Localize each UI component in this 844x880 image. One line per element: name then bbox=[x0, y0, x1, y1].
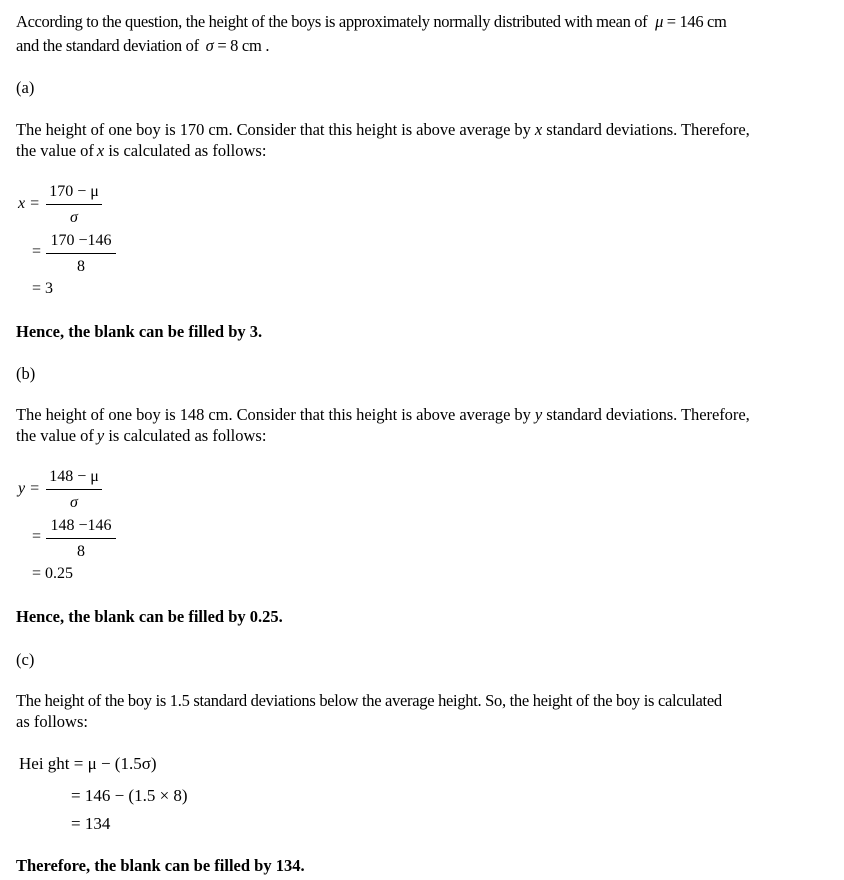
fraction-bar bbox=[46, 204, 102, 205]
fraction-denominator: 8 bbox=[77, 258, 85, 275]
part-b-label: (b) bbox=[16, 364, 36, 383]
part-b-fraction-1 bbox=[46, 467, 102, 513]
part-a-text: the value of bbox=[16, 141, 94, 160]
part-b-text: The height of one boy is 148 cm. Consider that this height is above average by bbox=[16, 405, 531, 424]
part-b-result: = 0.25 bbox=[32, 565, 74, 582]
part-a-result: = 3 bbox=[32, 280, 54, 297]
part-a-eq2-sign: = bbox=[32, 243, 42, 260]
fraction-bar bbox=[46, 253, 116, 254]
part-c-paragraph-line-2: as follows: bbox=[16, 712, 88, 731]
part-a-label: (a) bbox=[16, 78, 35, 97]
part-b-conclusion: Hence, the blank can be filled by 0.25. bbox=[16, 607, 283, 626]
part-c-equation-1: Hei ght = μ − (1.5σ) bbox=[19, 754, 157, 773]
fraction-denominator: σ bbox=[70, 494, 78, 511]
fraction-bar bbox=[46, 538, 116, 539]
part-b-text: standard deviations. Therefore, bbox=[546, 405, 750, 424]
fraction-bar bbox=[46, 489, 102, 490]
part-c-label: (c) bbox=[16, 650, 35, 669]
fraction-numerator: 170 − μ bbox=[49, 183, 99, 200]
part-a-fraction-2 bbox=[46, 231, 116, 277]
intro-line-1 bbox=[16, 11, 726, 33]
sd-value: = 8 cm . bbox=[217, 36, 270, 55]
part-b-text: is calculated as follows: bbox=[108, 426, 267, 445]
part-a-paragraph-line-1 bbox=[16, 119, 750, 141]
variable-x: x bbox=[96, 141, 105, 160]
part-c-paragraph-line-1: The height of the boy is 1.5 standard deviations below the average height. So, the height of the boy is calculated bbox=[16, 691, 722, 710]
part-c-equation-3: = 134 bbox=[71, 814, 111, 833]
fraction-denominator: 8 bbox=[77, 543, 85, 560]
intro-line-2-text: and the standard deviation of bbox=[16, 36, 199, 55]
part-c-conclusion: Therefore, the blank can be filled by 134. bbox=[16, 856, 305, 875]
fraction-numerator: 148 − μ bbox=[49, 468, 99, 485]
part-a-conclusion: Hence, the blank can be filled by 3. bbox=[16, 322, 263, 341]
fraction-numerator: 170 −146 bbox=[50, 232, 112, 249]
mu-symbol: μ bbox=[655, 12, 664, 31]
intro-line-1-text: According to the question, the height of the boys is approximately normally distributed with mean of bbox=[16, 12, 648, 31]
fraction-denominator: σ bbox=[70, 209, 78, 226]
variable-y: y bbox=[96, 426, 105, 445]
part-b-eq-lhs: y = bbox=[18, 480, 40, 497]
part-c-equation-2: = 146 − (1.5 × 8) bbox=[71, 786, 188, 805]
part-b-paragraph-line-1 bbox=[16, 404, 750, 426]
part-b-text: the value of bbox=[16, 426, 94, 445]
part-a-paragraph-line-2 bbox=[16, 140, 266, 162]
part-a-text: is calculated as follows: bbox=[108, 141, 267, 160]
part-a-text: The height of one boy is 170 cm. Consider that this height is above average by bbox=[16, 120, 531, 139]
intro-line-2 bbox=[16, 35, 269, 57]
variable-x: x bbox=[534, 120, 543, 139]
part-a-eq-lhs: x = bbox=[18, 195, 40, 212]
sigma-symbol: σ bbox=[205, 36, 214, 55]
part-a-fraction-1 bbox=[46, 182, 102, 228]
part-b-eq2-sign: = bbox=[32, 528, 42, 545]
variable-y: y bbox=[534, 405, 543, 424]
part-b-fraction-2 bbox=[46, 516, 116, 562]
part-a-text: standard deviations. Therefore, bbox=[546, 120, 750, 139]
fraction-numerator: 148 −146 bbox=[50, 517, 112, 534]
mean-value: = 146 cm bbox=[666, 12, 727, 31]
part-b-paragraph-line-2 bbox=[16, 425, 266, 447]
